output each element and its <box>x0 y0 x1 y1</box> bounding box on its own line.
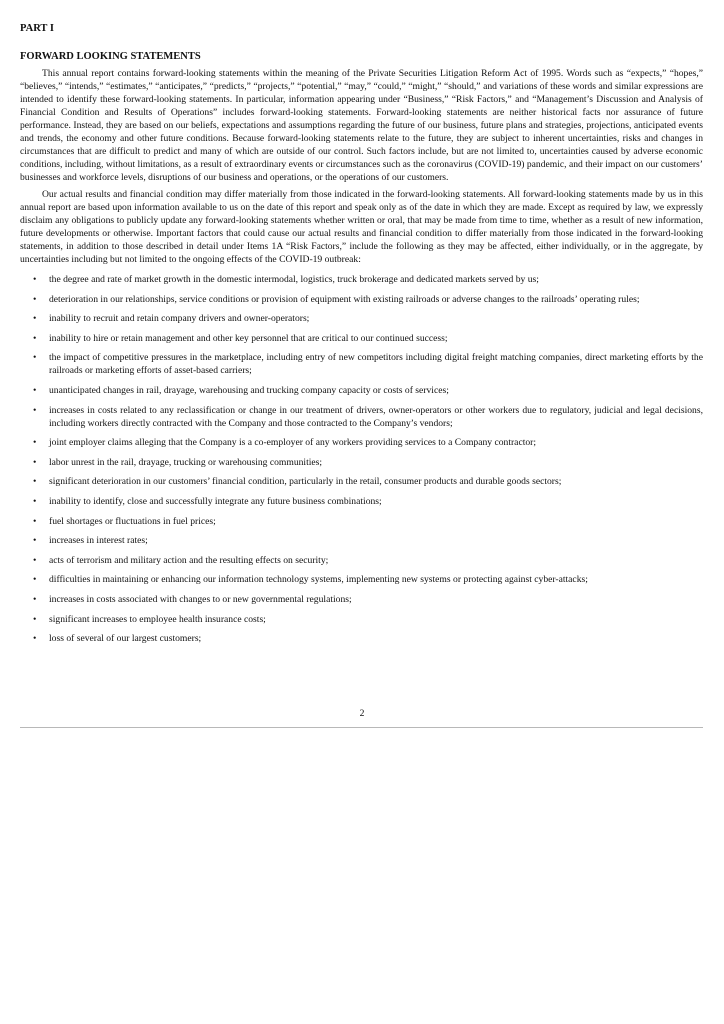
list-item-text: significant deterioration in our customers’ financial condition, particularly in the retail, consumer products and durable goods sectors; <box>49 476 562 488</box>
bullet-icon: • <box>33 574 37 586</box>
list-item <box>20 293 703 306</box>
part-heading: PART I <box>20 23 54 34</box>
list-item <box>20 613 703 626</box>
bullet-icon: • <box>33 274 37 285</box>
list-item <box>20 332 703 345</box>
bullet-icon: • <box>33 352 37 364</box>
bullet-icon: • <box>33 404 37 416</box>
list-item <box>20 351 703 377</box>
list-item <box>20 573 703 586</box>
bullet-icon: • <box>33 293 37 305</box>
list-item <box>20 404 703 430</box>
list-item <box>20 456 703 469</box>
list-item-text: difficulties in maintaining or enhancing our information technology systems, implementing new systems or protecting against cyber-attacks; <box>49 574 588 586</box>
bullet-icon: • <box>33 633 37 645</box>
list-item <box>20 384 703 397</box>
section-heading: FORWARD LOOKING STATEMENTS <box>20 51 201 62</box>
list-item <box>20 495 703 508</box>
list-item <box>20 436 703 449</box>
list-item-text: joint employer claims alleging that the Company is a co-employer of any workers providing services to a Company contractor; <box>49 437 537 449</box>
bullet-icon: • <box>33 535 37 547</box>
list-item-text: inability to identify, close and successfully integrate any future business combinations; <box>49 495 382 507</box>
bullet-icon: • <box>33 554 37 566</box>
bullet-icon: • <box>33 313 37 325</box>
list-item-text: increases in costs related to any reclassification or change in our treatment of drivers, owner-operators or other workers due to regulatory, judicial and legal decisions, including workers directly contracted with the Company and those contracted to the Company’s vendors; <box>49 404 703 429</box>
list-item-text: inability to recruit and retain company drivers and owner-operators; <box>49 313 310 325</box>
list-item <box>20 554 703 567</box>
bullet-icon: • <box>33 515 37 527</box>
list-item <box>20 475 703 488</box>
bullet-icon: • <box>33 593 37 605</box>
list-item-text: acts of terrorism and military action and the resulting effects on security; <box>49 554 329 566</box>
list-item <box>20 312 703 325</box>
list-item <box>20 534 703 547</box>
bullet-icon: • <box>33 476 37 488</box>
list-item <box>20 593 703 606</box>
page-divider <box>20 727 703 728</box>
bullet-icon: • <box>33 384 37 396</box>
list-item-text: labor unrest in the rail, drayage, trucking or warehousing communities; <box>49 456 323 468</box>
list-item <box>20 273 703 286</box>
bullet-icon: • <box>33 613 37 625</box>
list-item-text: unanticipated changes in rail, drayage, warehousing and trucking company capacity or costs of services; <box>49 384 449 396</box>
list-item-text: the degree and rate of market growth in the domestic intermodal, logistics, truck brokerage and dedicated markets served by us; <box>49 274 539 285</box>
list-item-text: fuel shortages or fluctuations in fuel prices; <box>49 515 216 527</box>
paragraph-results: Our actual results and financial condition may differ materially from those indicated in the forward-looking statements. All forward-looking statements made by us in this annual report are based upon information available to us on the date of this report and speak only as of the date in which they are made. Except as required by law, we expressly disclaim any obligations to publicly update any forward-looking statements whether written or oral, that may be made from time to time, whether as a result of new information, future developments or otherwise. Important factors that could cause our actual results and financial condition to differ materially from those indicated in the forward-looking statements, in addition to those described in detail under Items 1A “Risk Factors,” include the following as they may be affected, either individually, or in the aggregate, by uncertainties including but not limited to the ongoing effects of the COVID-19 outbreak: <box>20 189 703 265</box>
bullet-icon: • <box>33 332 37 344</box>
document-page <box>20 22 703 652</box>
bullet-icon: • <box>33 495 37 507</box>
page-number: 2 <box>359 708 365 719</box>
list-item-text: deterioration in our relationships, service conditions or provision of equipment with existing railroads or adverse changes to the railroads’ operating rules; <box>49 293 640 305</box>
list-item-text: inability to hire or retain management and other key personnel that are critical to our continued success; <box>49 332 448 344</box>
list-item <box>20 632 703 645</box>
bullet-icon: • <box>33 456 37 468</box>
list-item-text: loss of several of our largest customers; <box>49 633 202 645</box>
bullet-icon: • <box>33 437 37 449</box>
list-item-text: significant increases to employee health insurance costs; <box>49 613 266 625</box>
list-item-text: increases in costs associated with changes to or new governmental regulations; <box>49 593 352 605</box>
paragraph-intro: This annual report contains forward-looking statements within the meaning of the Private Securities Litigation Reform Act of 1995. Words such as “expects,” “hopes,” “believes,” “intends,” “estimates,” “anticipates,” “predicts,” “projects,” “potential,” “may,” “could,” “might,” “should,” and variations of these words and similar expressions are intended to identify these forward-looking statements. In particular, information appearing under “Business,” “Risk Factors,” and “Management’s Discussion and Analysis of Financial Condition and Results of Operations” includes forward-looking statements. Forward-looking statements are neither historical facts nor assurance of future performance. Instead, they are based on our beliefs, expectations and assumptions regarding the future of our business, future plans and strategies, projections, anticipated events and trends, the economy and other future conditions. Because forward-looking statements relate to the future, they are subject to inherent uncertainties, risks and changes in circumstances that are difficult to predict and many of which are outside of our control. Such factors include, but are not limited to, uncertainties caused by adverse economic conditions, including, without limitations, as a result of extraordinary events or circumstances such as the coronavirus (COVID-19) pandemic, and their impact on our customers’ businesses and workforce levels, disruptions of our business and operations, or the operations of our customers. <box>20 68 703 183</box>
list-item-text: increases in interest rates; <box>49 535 148 547</box>
list-item-text: the impact of competitive pressures in the marketplace, including entry of new competitors including digital freight matching companies, direct marketing efforts by the railroads or marketing efforts of asset-based carriers; <box>49 352 703 377</box>
list-item <box>20 515 703 528</box>
risk-factor-list <box>20 273 703 645</box>
